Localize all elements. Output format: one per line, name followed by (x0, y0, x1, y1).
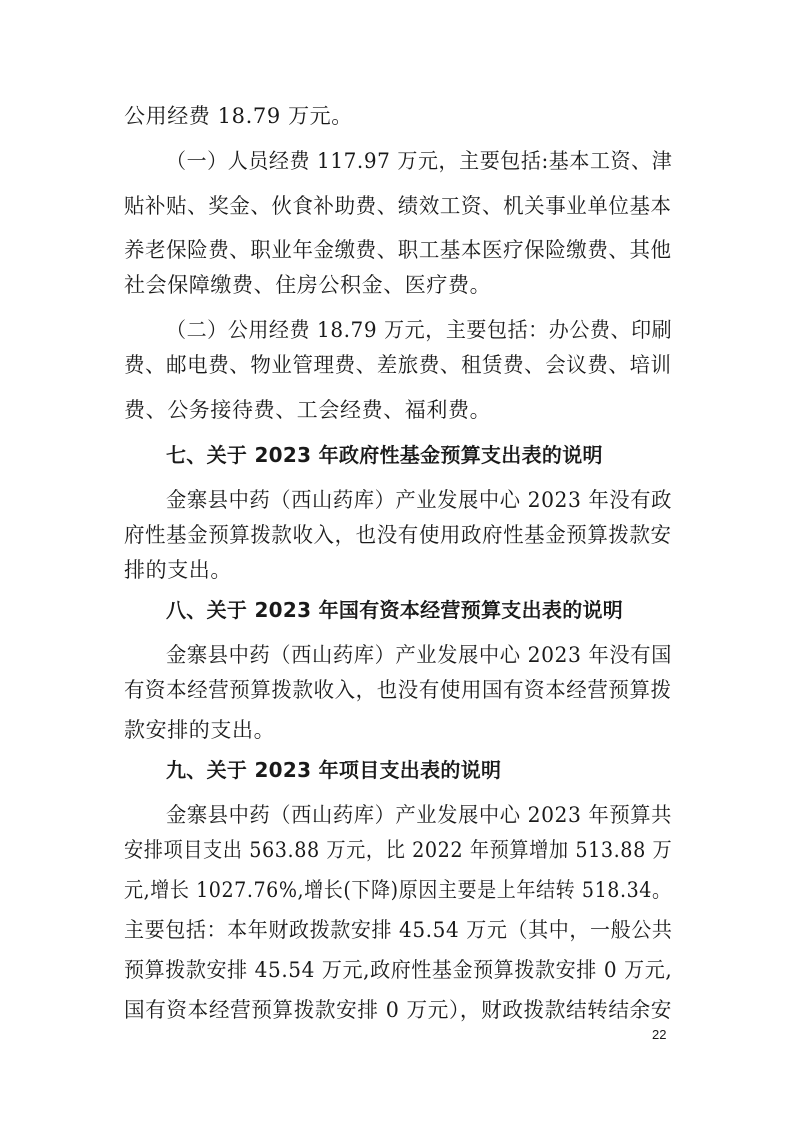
text-line: 养老保险费、职业年金缴费、职工基本医疗保险缴费、其他 (124, 238, 672, 262)
page-number: 22 (652, 1027, 667, 1042)
text-line: （二）公用经费 18.79 万元，主要包括：办公费、印刷 (166, 318, 673, 342)
text-line: 国有资本经营预算拨款安排 0 万元），财政拨款结转结余安 (124, 998, 673, 1022)
text-line: 金寨县中药（西山药库）产业发展中心 2023 年没有国 (166, 643, 672, 667)
text-line: 费、邮电费、物业管理费、差旅费、租赁费、会议费、培训 (124, 353, 672, 377)
text-line: 府性基金预算拨款收入，也没有使用政府性基金预算拨款安 (124, 523, 672, 547)
text-line: 费、公务接待费、工会经费、福利费。 (124, 398, 492, 422)
text-line: 社会保障缴费、住房公积金、医疗费。 (124, 273, 492, 297)
text-line: 安排项目支出 563.88 万元，比 2022 年预算增加 513.88 万 (124, 838, 673, 862)
section-heading: 七、关于 2023 年政府性基金预算支出表的说明 (166, 443, 603, 467)
text-line: 排的支出。 (124, 558, 232, 582)
section-heading: 九、关于 2023 年项目支出表的说明 (166, 758, 502, 782)
text-line: 金寨县中药（西山药库）产业发展中心 2023 年没有政 (166, 488, 672, 512)
text-line: 预算拨款安排 45.54 万元,政府性基金预算拨款安排 0 万元, (124, 958, 673, 982)
section-heading: 八、关于 2023 年国有资本经营预算支出表的说明 (166, 598, 624, 622)
text-line: 主要包括：本年财政拨款安排 45.54 万元（其中，一般公共 (124, 918, 673, 942)
text-line: 有资本经营预算拨款收入，也没有使用国有资本经营预算拨 (124, 678, 672, 702)
text-line: （一）人员经费 117.97 万元，主要包括:基本工资、津 (166, 149, 673, 173)
text-line: 金寨县中药（西山药库）产业发展中心 2023 年预算共 (166, 803, 672, 827)
text-line: 元,增长 1027.76%,增长(下降)原因主要是上年结转 518.34。 (124, 878, 672, 902)
text-line: 贴补贴、奖金、伙食补助费、绩效工资、机关事业单位基本 (124, 194, 672, 218)
text-line: 公用经费 18.79 万元。 (124, 104, 353, 128)
text-line: 款安排的支出。 (124, 718, 276, 742)
